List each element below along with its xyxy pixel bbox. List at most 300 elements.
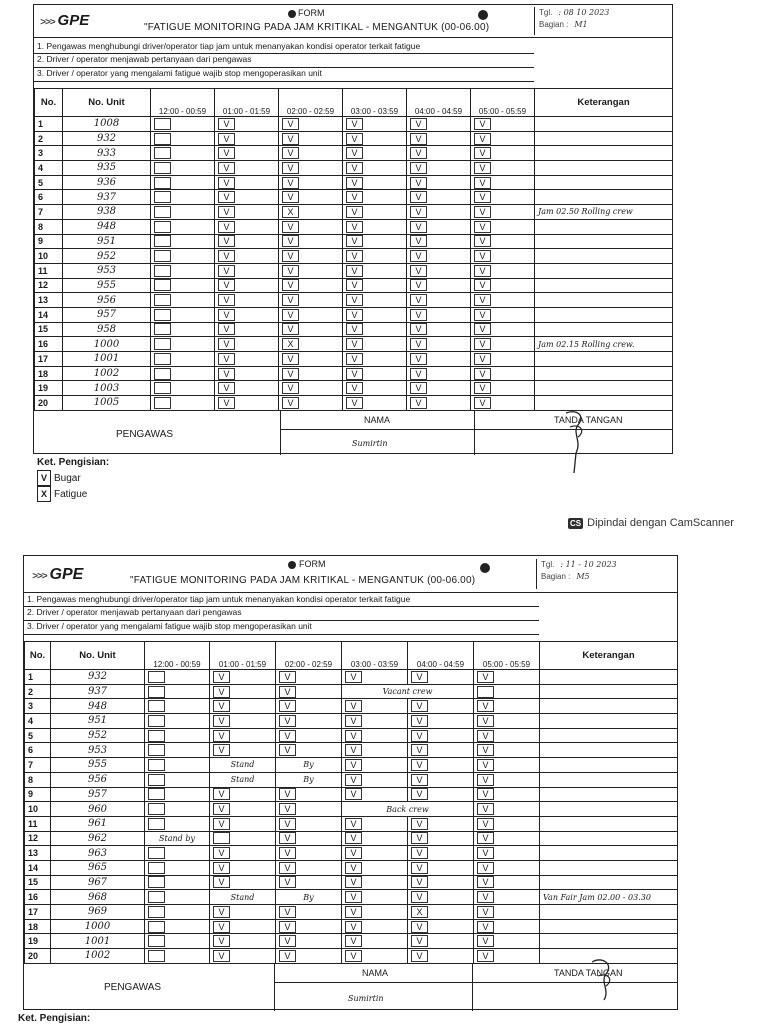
check-box: V [474, 250, 491, 262]
check-box: V [282, 235, 299, 247]
check-box: V [213, 906, 230, 918]
check-box [154, 382, 171, 394]
unit-number: 969 [51, 905, 145, 920]
check-cell [407, 131, 471, 146]
check-box: V [345, 730, 362, 742]
check-box: V [218, 397, 235, 409]
check-cell [215, 205, 279, 220]
check-cell [279, 175, 343, 190]
check-cell [407, 352, 471, 367]
keterangan-cell [535, 234, 673, 249]
check-cell [215, 219, 279, 234]
check-box: V [410, 368, 427, 380]
check-cell [145, 684, 210, 699]
check-cell [279, 117, 343, 132]
unit-number: 957 [63, 307, 151, 322]
check-cell [151, 293, 215, 308]
check-box: V [218, 294, 235, 306]
check-cell [151, 131, 215, 146]
check-cell [474, 860, 540, 875]
check-box: V [410, 338, 427, 350]
check-box: V [346, 133, 363, 145]
row-number: 5 [35, 175, 63, 190]
check-box: V [410, 397, 427, 409]
check-cell [407, 190, 471, 205]
check-cell [342, 714, 408, 729]
gpe-logo [32, 566, 83, 584]
check-box: V [410, 279, 427, 291]
keterangan-cell [540, 787, 678, 802]
check-cell [210, 670, 276, 685]
col-time-header: 03:00 - 03:59 [342, 642, 408, 670]
keterangan-cell: Van Fair Jam 02.00 - 03.30 [540, 890, 678, 905]
check-cell [215, 175, 279, 190]
tgl-label: Tgl. [541, 560, 555, 569]
instruction-2: 2. Driver / operator menjawab pertanyaan dari pengawas [24, 607, 539, 621]
unit-number: 1005 [63, 396, 151, 411]
check-box: V [410, 382, 427, 394]
keterangan-cell [540, 831, 678, 846]
check-cell [210, 699, 276, 714]
check-cell [408, 949, 474, 964]
check-box: V [477, 803, 494, 815]
check-box: V [477, 876, 494, 888]
check-cell [408, 772, 474, 787]
check-cell [407, 146, 471, 161]
row-number: 15 [25, 875, 51, 890]
check-cell [342, 831, 408, 846]
row-number: 8 [35, 219, 63, 234]
row-number: 1 [35, 117, 63, 132]
fatigue-form-1 [33, 4, 673, 454]
col-no-header: No. [35, 89, 63, 117]
check-cell [279, 322, 343, 337]
check-cell [210, 743, 276, 758]
check-box: V [282, 250, 299, 262]
check-box: V [213, 935, 230, 947]
check-cell [407, 161, 471, 176]
check-box: V [474, 368, 491, 380]
keterangan-cell [540, 919, 678, 934]
table-row [35, 190, 673, 205]
check-box: V [279, 686, 296, 698]
check-cell [474, 816, 540, 831]
check-cell [474, 758, 540, 773]
check-box: V [282, 382, 299, 394]
legend-item [37, 470, 109, 486]
table-row [35, 278, 673, 293]
row-number: 19 [25, 934, 51, 949]
col-time-header: 12:00 - 00:59 [145, 642, 210, 670]
check-cell [276, 831, 342, 846]
check-cell [407, 396, 471, 411]
check-box: V [213, 862, 230, 874]
check-box: V [282, 368, 299, 380]
row-number: 11 [35, 263, 63, 278]
check-cell [151, 366, 215, 381]
col-time-header: 04:00 - 04:59 [408, 642, 474, 670]
check-cell [474, 670, 540, 685]
check-box: V [279, 715, 296, 727]
check-cell [279, 249, 343, 264]
row-number: 13 [25, 846, 51, 861]
check-box: V [411, 862, 428, 874]
check-cell [151, 205, 215, 220]
check-box: V [218, 353, 235, 365]
check-box: V [279, 818, 296, 830]
check-cell [471, 396, 535, 411]
col-time-header: 02:00 - 02:59 [276, 642, 342, 670]
check-box: V [411, 950, 428, 962]
check-box: V [474, 279, 491, 291]
legend-code: V [37, 470, 51, 486]
check-cell [145, 772, 210, 787]
check-box: V [477, 700, 494, 712]
check-box: V [346, 118, 363, 130]
check-box [148, 686, 165, 698]
check-box [477, 686, 494, 698]
row-number: 7 [25, 758, 51, 773]
form-header [34, 5, 672, 38]
row-number: 17 [25, 905, 51, 920]
check-cell [408, 905, 474, 920]
check-cell [276, 699, 342, 714]
check-box: V [474, 133, 491, 145]
date-section [534, 7, 609, 35]
check-box: V [411, 671, 428, 683]
check-box [154, 353, 171, 365]
check-box: V [345, 935, 362, 947]
check-cell [215, 366, 279, 381]
check-cell [343, 249, 407, 264]
check-cell [342, 670, 408, 685]
check-cell [145, 816, 210, 831]
check-cell [343, 322, 407, 337]
check-cell [151, 322, 215, 337]
check-cell [210, 714, 276, 729]
row-number: 8 [25, 772, 51, 787]
check-box [154, 235, 171, 247]
check-box: V [346, 294, 363, 306]
keterangan-cell [540, 772, 678, 787]
row-number: 19 [35, 381, 63, 396]
unit-number: 952 [51, 728, 145, 743]
tgl-value: : 08 10 2023 [558, 8, 610, 17]
check-cell [215, 293, 279, 308]
row-number: 16 [35, 337, 63, 352]
keterangan-cell [535, 249, 673, 264]
check-box: V [345, 862, 362, 874]
unit-number: 967 [51, 875, 145, 890]
check-box: V [411, 788, 428, 800]
check-box: V [279, 730, 296, 742]
check-box: V [282, 147, 299, 159]
check-box: V [213, 847, 230, 859]
unit-number: 1000 [63, 337, 151, 352]
divider [472, 964, 473, 1011]
check-cell [276, 684, 342, 699]
table-row [25, 772, 678, 787]
row-number: 18 [35, 366, 63, 381]
keterangan-cell: Jam 02.15 Rolling crew. [535, 337, 673, 352]
check-box: V [477, 759, 494, 771]
check-cell [408, 919, 474, 934]
check-box [148, 671, 165, 683]
check-box: V [213, 715, 230, 727]
check-box: V [411, 876, 428, 888]
table-row [25, 699, 678, 714]
unit-number: 935 [63, 161, 151, 176]
row-number: 10 [35, 249, 63, 264]
check-cell [276, 846, 342, 861]
logo-text: GPE [49, 566, 84, 583]
punch-hole-icon [478, 10, 488, 20]
check-cell [407, 278, 471, 293]
check-cell [215, 381, 279, 396]
check-box: V [213, 921, 230, 933]
check-box: X [282, 338, 299, 350]
check-box: V [477, 774, 494, 786]
check-cell [151, 234, 215, 249]
check-cell [343, 205, 407, 220]
keterangan-cell [540, 875, 678, 890]
check-cell [151, 263, 215, 278]
check-cell [408, 846, 474, 861]
legend-title: Ket. Pengisian: [18, 1013, 91, 1024]
keterangan-cell [535, 381, 673, 396]
check-box: V [218, 250, 235, 262]
check-cell [151, 337, 215, 352]
instruction-1: 1. Pengawas menghubungi driver/operator tiap jam untuk menanyakan kondisi operator terkait fatigue [34, 41, 534, 54]
check-cell [343, 352, 407, 367]
keterangan-cell [535, 352, 673, 367]
check-cell [151, 146, 215, 161]
check-cell [407, 337, 471, 352]
check-cell [407, 205, 471, 220]
check-cell [343, 396, 407, 411]
check-cell [145, 846, 210, 861]
unit-number: 952 [63, 249, 151, 264]
instruction-2: 2. Driver / operator menjawab pertanyaan dari pengawas [34, 54, 534, 68]
check-cell [471, 366, 535, 381]
check-cell [145, 919, 210, 934]
check-box: V [346, 235, 363, 247]
unit-number: 956 [51, 772, 145, 787]
keterangan-cell [540, 860, 678, 875]
check-box: V [474, 382, 491, 394]
check-box: V [279, 950, 296, 962]
camscanner-text: Dipindai dengan CamScanner [587, 517, 734, 529]
check-cell [279, 381, 343, 396]
table-row [25, 890, 678, 905]
check-cell [343, 190, 407, 205]
table-row [35, 307, 673, 322]
check-box: V [218, 118, 235, 130]
keterangan-cell [540, 728, 678, 743]
check-box: V [474, 353, 491, 365]
check-cell [407, 249, 471, 264]
tgl-label: Tgl. [539, 8, 553, 17]
check-box: X [282, 206, 299, 218]
keterangan-cell [540, 670, 678, 685]
check-box: V [410, 162, 427, 174]
check-cell [343, 366, 407, 381]
col-ket-header: Keterangan [535, 89, 673, 117]
check-cell [145, 699, 210, 714]
check-cell [471, 263, 535, 278]
check-box: V [411, 759, 428, 771]
check-cell [151, 117, 215, 132]
check-cell [215, 263, 279, 278]
table-row [25, 684, 678, 699]
table-row [35, 146, 673, 161]
check-box: V [346, 147, 363, 159]
check-box: V [218, 323, 235, 335]
check-box: V [279, 847, 296, 859]
check-cell [279, 234, 343, 249]
check-cell [342, 846, 408, 861]
check-box: V [282, 177, 299, 189]
check-cell [343, 175, 407, 190]
ttd-label: TANDA TANGAN [554, 415, 623, 425]
col-unit-header: No. Unit [51, 642, 145, 670]
check-cell [408, 758, 474, 773]
check-box: V [346, 368, 363, 380]
check-cell [215, 190, 279, 205]
check-box: V [279, 788, 296, 800]
inline-note: By [276, 772, 342, 787]
check-cell [474, 743, 540, 758]
check-cell [151, 307, 215, 322]
check-cell [471, 249, 535, 264]
keterangan-cell [540, 934, 678, 949]
table-row [25, 728, 678, 743]
check-cell [342, 772, 408, 787]
check-cell [215, 396, 279, 411]
check-cell [210, 728, 276, 743]
check-cell [408, 728, 474, 743]
check-cell [151, 161, 215, 176]
check-box [154, 118, 171, 130]
row-number: 9 [35, 234, 63, 249]
check-box: V [282, 397, 299, 409]
check-cell [276, 787, 342, 802]
check-box: V [345, 950, 362, 962]
check-cell [343, 307, 407, 322]
table-row [35, 219, 673, 234]
check-box: V [345, 921, 362, 933]
check-cell [279, 146, 343, 161]
table-row [35, 293, 673, 308]
check-box: V [410, 118, 427, 130]
keterangan-cell [540, 758, 678, 773]
table-row [25, 787, 678, 802]
check-cell [471, 293, 535, 308]
check-cell [474, 846, 540, 861]
row-number: 12 [25, 831, 51, 846]
check-cell [408, 714, 474, 729]
check-cell [471, 146, 535, 161]
check-cell [210, 816, 276, 831]
check-cell [343, 234, 407, 249]
check-box: V [279, 935, 296, 947]
check-box: V [213, 950, 230, 962]
check-box: V [477, 935, 494, 947]
check-cell [215, 322, 279, 337]
check-box: V [218, 338, 235, 350]
check-box: V [411, 891, 428, 903]
keterangan-cell [535, 322, 673, 337]
check-box: V [410, 235, 427, 247]
check-box: V [346, 250, 363, 262]
check-cell [210, 875, 276, 890]
check-box: V [345, 788, 362, 800]
check-box: V [218, 133, 235, 145]
unit-number: 957 [51, 787, 145, 802]
check-cell [215, 337, 279, 352]
check-cell [210, 860, 276, 875]
check-cell [276, 875, 342, 890]
check-box: V [410, 353, 427, 365]
check-cell [151, 175, 215, 190]
check-box [148, 744, 165, 756]
check-box: V [474, 338, 491, 350]
check-box: V [477, 906, 494, 918]
check-box: V [410, 323, 427, 335]
check-box: V [213, 744, 230, 756]
unit-number: 1003 [63, 381, 151, 396]
check-box: V [282, 133, 299, 145]
check-cell [279, 307, 343, 322]
unit-number: 955 [51, 758, 145, 773]
check-box: V [279, 671, 296, 683]
check-box: V [410, 133, 427, 145]
check-box: V [345, 671, 362, 683]
row-number: 20 [25, 949, 51, 964]
check-cell [408, 670, 474, 685]
check-cell [210, 949, 276, 964]
row-number: 7 [35, 205, 63, 220]
row-number: 6 [35, 190, 63, 205]
check-cell [474, 787, 540, 802]
col-time-header: 05:00 - 05:59 [474, 642, 540, 670]
signature-2 [584, 954, 624, 1014]
check-cell [407, 219, 471, 234]
check-cell [151, 352, 215, 367]
punch-hole-icon [288, 561, 296, 569]
check-box [154, 177, 171, 189]
check-cell [471, 278, 535, 293]
check-cell [276, 905, 342, 920]
check-cell [145, 905, 210, 920]
unit-number: 936 [63, 175, 151, 190]
logo-text: GPE [57, 12, 90, 29]
punch-hole-icon [480, 563, 490, 573]
check-box [148, 950, 165, 962]
check-cell [342, 758, 408, 773]
check-box: V [218, 382, 235, 394]
check-cell [343, 161, 407, 176]
check-cell [342, 919, 408, 934]
check-cell [151, 278, 215, 293]
check-cell [279, 337, 343, 352]
check-box [154, 279, 171, 291]
check-box: V [410, 265, 427, 277]
unit-number: 1001 [63, 352, 151, 367]
check-cell [474, 728, 540, 743]
check-cell [471, 381, 535, 396]
col-time-header: 02:00 - 02:59 [279, 89, 343, 117]
